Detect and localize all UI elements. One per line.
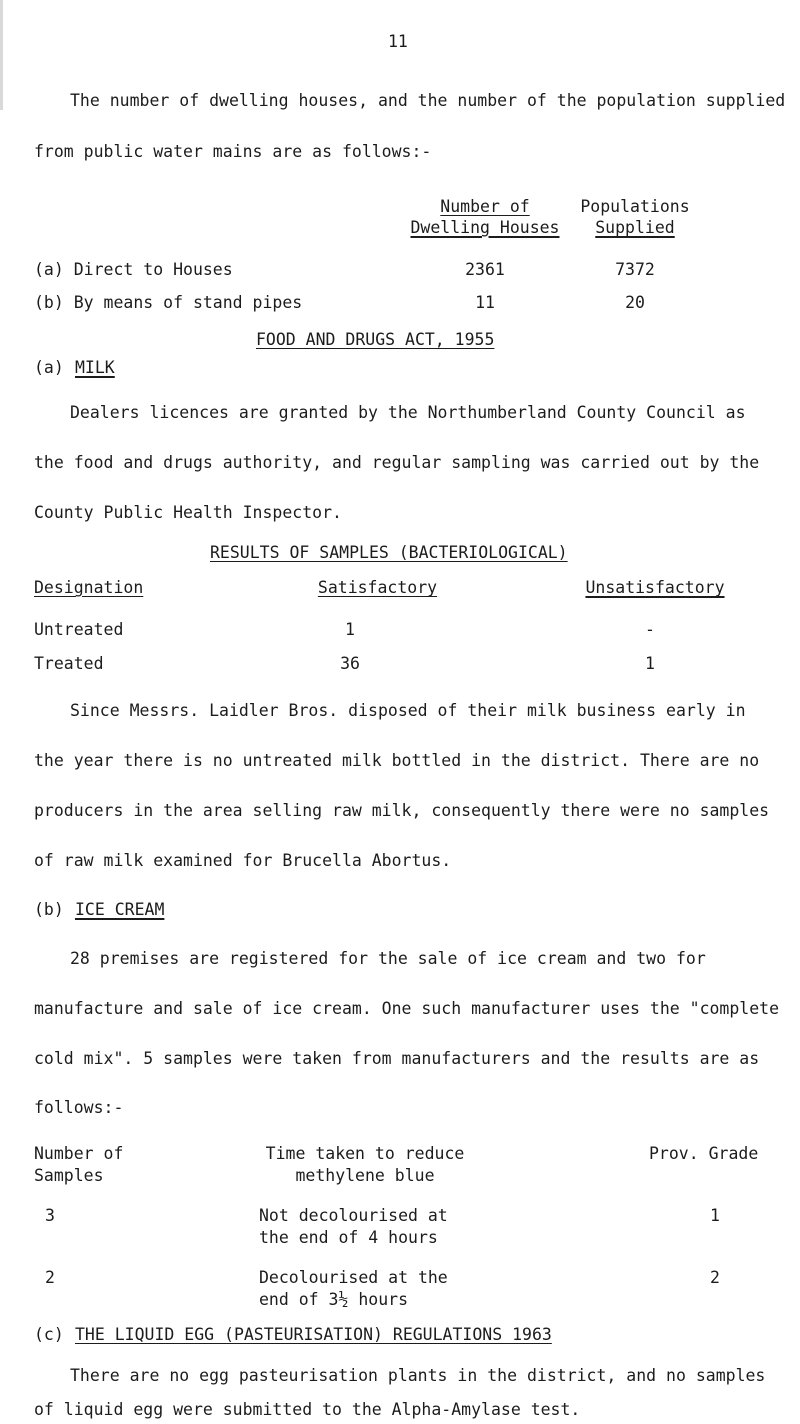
ice-row-1-time-line-2: the end of 4 hours [259,1228,438,1247]
ice-cream-para-line-3: cold mix". 5 samples were taken from manufacturers and the results are as [34,1049,760,1068]
milk-row-treated-label: Treated [34,654,104,673]
ice-row-2-grade: 2 [710,1268,720,1287]
milk-row-untreated-satisfactory: 1 [345,620,355,639]
ice-table-col3-header: Prov. Grade [649,1144,759,1163]
water-col2-header-1: Populations [580,197,690,216]
ice-table-col1-header-1: Number of [34,1144,124,1163]
water-row-b-houses: 11 [475,293,495,312]
water-col1-header-1: Number of [440,197,530,216]
milk-row-treated-satisfactory: 36 [340,654,360,673]
milk-para2-line-2: the year there is no untreated milk bottled in the district. There are no [34,751,760,770]
ice-row-1-grade: 1 [710,1206,720,1225]
ice-table-col2-header-1: Time taken to reduce [265,1144,465,1163]
intro-line-1: The number of dwelling houses, and the number of the population supplied [70,91,786,110]
ice-cream-para-line-4: follows:- [34,1098,124,1117]
milk-para-line-3: County Public Health Inspector. [34,503,342,522]
ice-table-col2-header-2: methylene blue [295,1166,435,1185]
water-row-a-population: 7372 [615,260,655,279]
liquid-egg-heading: THE LIQUID EGG (PASTEURISATION) REGULATIONS 1963 [75,1325,552,1344]
food-drugs-heading: FOOD AND DRUGS ACT, 1955 [256,330,495,349]
liquid-egg-para-line-1: There are no egg pasteurisation plants in the district, and no samples [70,1366,766,1385]
ice-row-1-samples: 3 [45,1206,55,1225]
water-row-a-label: (a) Direct to Houses [34,260,233,279]
milk-table-header-satisfactory: Satisfactory [317,578,438,597]
milk-para2-line-3: producers in the area selling raw milk, consequently there were no samples [34,801,770,820]
ice-table-col1-header-2: Samples [34,1166,104,1185]
ice-row-1-time-line-1: Not decolourised at [259,1206,448,1225]
ice-cream-para-line-2: manufacture and sale of ice cream. One such manufacturer uses the "complete [34,999,780,1018]
ice-cream-para-line-1: 28 premises are registered for the sale of ice cream and two for [70,949,706,968]
ice-row-2-samples: 2 [45,1268,55,1287]
milk-para2-line-4: of raw milk examined for Brucella Abortus. [34,851,452,870]
water-row-b-population: 20 [625,293,645,312]
water-row-a-houses: 2361 [465,260,505,279]
page-number: 11 [388,32,408,51]
milk-para-line-2: the food and drugs authority, and regular sampling was carried out by the [34,453,760,472]
ice-cream-marker: (b) [34,900,64,919]
milk-row-treated-unsatisfactory: 1 [645,654,655,673]
liquid-egg-marker: (c) [34,1325,64,1344]
ice-row-2-time-line-2: end of 3½ hours [259,1290,409,1309]
milk-row-untreated-label: Untreated [34,620,124,639]
liquid-egg-para-line-2: of liquid egg were submitted to the Alpha-Amylase test. [34,1400,581,1419]
milk-para2-line-1: Since Messrs. Laidler Bros. disposed of their milk business early in [70,701,746,720]
ice-cream-heading: ICE CREAM [75,900,165,919]
results-heading: RESULTS OF SAMPLES (BACTERIOLOGICAL) [210,543,568,562]
milk-para-line-1: Dealers licences are granted by the Northumberland County Council as [70,403,746,422]
scan-edge [0,0,3,110]
water-col2-header-2: Supplied [595,218,675,237]
milk-table-header-unsatisfactory: Unsatisfactory [585,578,725,597]
water-row-b-label: (b) By means of stand pipes [34,293,303,312]
milk-marker: (a) [34,358,64,377]
water-col1-header-2: Dwelling Houses [410,218,560,237]
milk-heading: MILK [75,358,115,377]
milk-row-untreated-unsatisfactory: - [645,620,655,639]
ice-row-2-time-line-1: Decolourised at the [259,1268,448,1287]
intro-line-2: from public water mains are as follows:- [34,142,432,161]
milk-table-header-designation: Designation [34,578,144,597]
